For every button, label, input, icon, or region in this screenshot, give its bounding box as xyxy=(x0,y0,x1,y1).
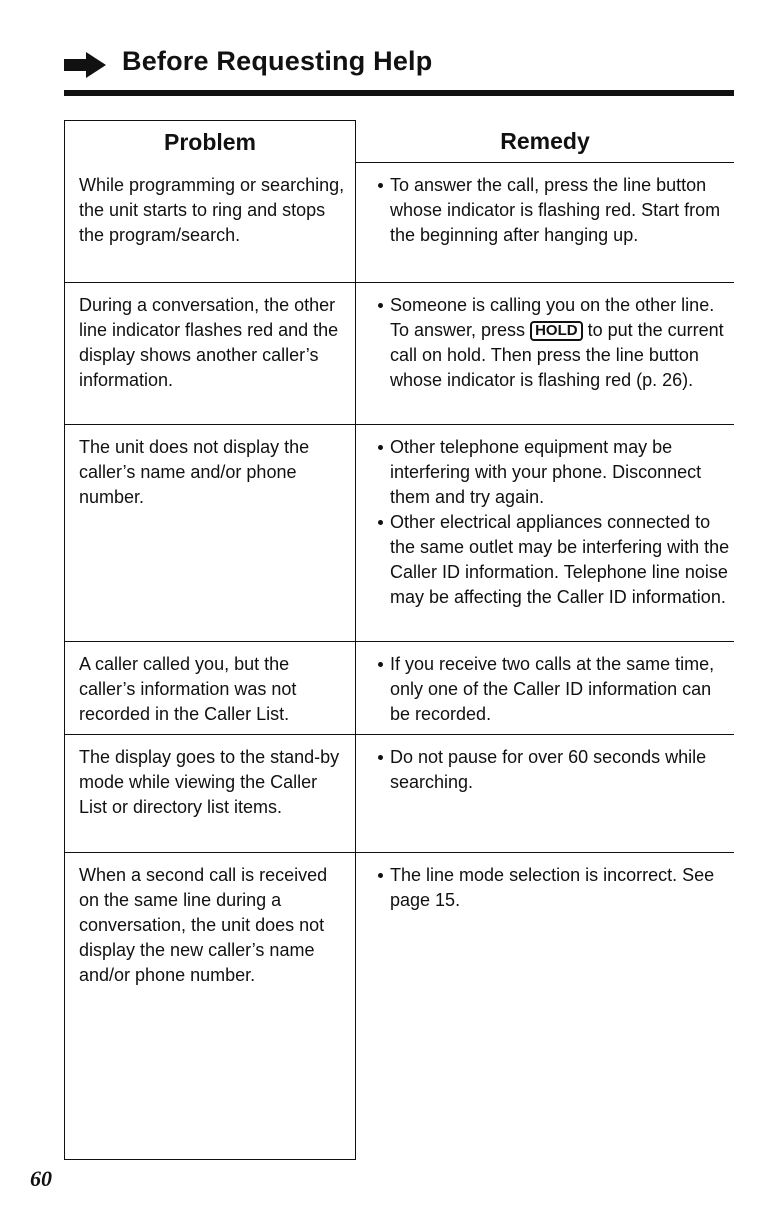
remedy-text: Someone is calling you on the other line. To answer, press xyxy=(390,295,715,340)
remedy-cell xyxy=(356,163,734,283)
problem-cell: The display goes to the stand-by mode while viewing the Caller List or directory list items. xyxy=(64,735,356,853)
page-title: Before Requesting Help xyxy=(122,46,433,76)
remedy-item: Other electrical appliances connected to the same outlet may be interfering with the Caller ID information. Telephone line noise may be affecting the Caller ID information. xyxy=(376,510,732,610)
problem-cell: While programming or searching, the unit starts to ring and stops the program/search. xyxy=(64,163,356,283)
remedy-item: The line mode selection is incorrect. See page 15. xyxy=(376,863,732,913)
remedy-text: to put the current call on hold. Then press the line button whose indicator is flashing red (p. 26). xyxy=(390,320,724,390)
table-row xyxy=(64,283,734,425)
hold-key: HOLD xyxy=(530,321,583,341)
troubleshooting-table xyxy=(64,120,734,1160)
page-number: 60 xyxy=(30,1166,52,1191)
page-header xyxy=(64,44,734,94)
table-row xyxy=(64,735,734,853)
table-header-row xyxy=(64,120,734,163)
remedy-item: If you receive two calls at the same time, only one of the Caller ID information can be recorded. xyxy=(376,652,732,727)
remedy-cell xyxy=(356,642,734,735)
remedy-cell xyxy=(356,283,734,425)
remedy-item: Do not pause for over 60 seconds while searching. xyxy=(376,745,732,795)
remedy-item: To answer the call, press the line button whose indicator is flashing red. Start from the beginning after hanging up. xyxy=(376,173,732,248)
remedy-cell xyxy=(356,425,734,642)
table-row xyxy=(64,642,734,735)
table-row xyxy=(64,163,734,283)
remedy-column-header: Remedy xyxy=(356,120,734,163)
title-rule xyxy=(64,90,734,96)
remedy-item: Other telephone equipment may be interfering with your phone. Disconnect them and try again. xyxy=(376,435,732,510)
problem-cell: The unit does not display the caller’s name and/or phone number. xyxy=(64,425,356,642)
table-row xyxy=(64,853,734,1160)
remedy-cell xyxy=(356,735,734,853)
problem-cell: When a second call is received on the same line during a conversation, the unit does not display the new caller’s name and/or phone number. xyxy=(64,853,356,1160)
problem-column-header: Problem xyxy=(64,120,356,163)
remedy-item xyxy=(376,293,732,393)
problem-cell: A caller called you, but the caller’s information was not recorded in the Caller List. xyxy=(64,642,356,735)
problem-cell: During a conversation, the other line indicator flashes red and the display shows another caller’s information. xyxy=(64,283,356,425)
table-row xyxy=(64,425,734,642)
remedy-cell xyxy=(356,853,734,1160)
right-arrow-icon xyxy=(64,52,106,78)
